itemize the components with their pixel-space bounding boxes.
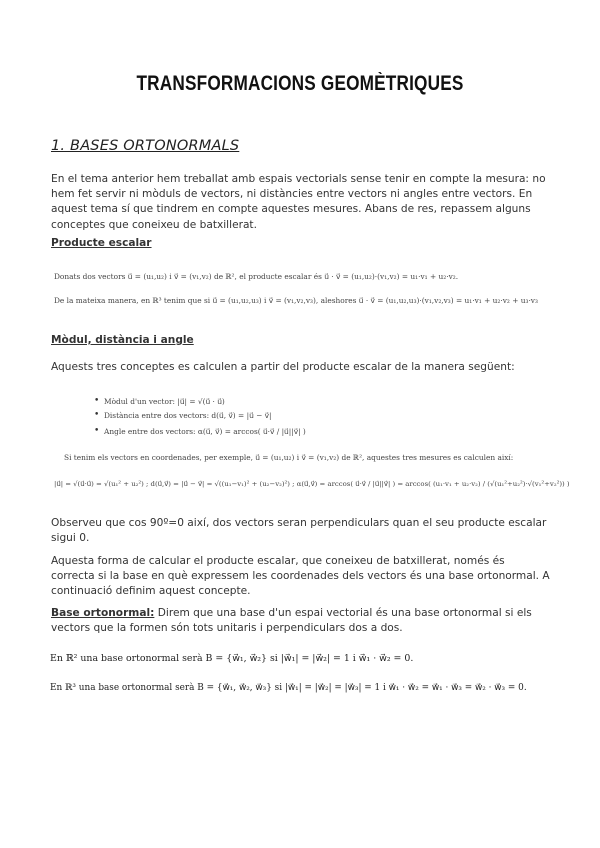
coords-formula: |u⃗| = √(u⃗·u⃗) = √(u₁² + u₂²) ; d(u⃗,v⃗) = |u⃗ − v⃗| = √((u₁−v₁)² + (u₂−v₂)²) ; α(u⃗,v⃗) = arccos( u⃗·v⃗ / |u⃗||v⃗| ) = arccos( (u₁·v₁ + u₂·v₂) / (√(u₁²+u₂²)·√(v₁²+v₂²)) ) (54, 480, 570, 488)
aquesta-paragraph: Aquesta forma de calcular el producte escalar, que coneixeu de batxillerat, només és correcta si la base en què expressem les coordenades dels vectors és una base ortonormal. A continuació definim aquest concepte. (51, 555, 550, 598)
section-heading: 1. BASES ORTONORMALS (51, 138, 240, 154)
intro-paragraph: En el tema anterior hem treballat amb espais vectorials sense tenir en compte la mesura: no hem fet servir ni mòduls de vectors, ni distàncies entre vectors ni angles entre vectors. En aquest tema sí que tindrem en compte aquestes mesures. Abans de res, repassem alguns conceptes que coneixeu de batxillerat. (51, 173, 546, 231)
base-ortonormal-definition (51, 606, 551, 636)
observeu-paragraph: Observeu que cos 90º=0 així, dos vectors seran perpendiculars quan el seu producte escalar sigui 0. (51, 517, 547, 545)
modul-intro: Aquests tres conceptes es calculen a partir del producte escalar de la manera següent: (51, 361, 515, 373)
base-ortonormal-text: Direm que una base d'un espai vectorial és una base ortonormal si els vectors que la formen són tots unitaris i perpendiculars dos a dos. (51, 607, 532, 635)
bullet-modul: • Mòdul d'un vector: |u⃗| = √(u⃗ · u⃗) (104, 397, 225, 406)
dot-product-r3-formula: De la mateixa manera, en ℝ³ tenim que si u⃗ = (u₁,u₂,u₃) i v⃗ = (v₁,v₂,v₃), aleshores u⃗ · v⃗ = (u₁,u₂,u₃)·(v₁,v₂,v₃) = u₁·v₁ + u₂·v₂ + u₃·v₃ (54, 296, 538, 305)
producte-escalar-heading: Producte escalar (51, 237, 152, 249)
base-r2-formula: En ℝ² una base ortonormal serà B = {w⃗₁, w⃗₂} si |w⃗₁| = |w⃗₂| = 1 i w⃗₁ · w⃗₂ = 0. (50, 653, 414, 664)
base-ortonormal-label: Base ortonormal: (51, 607, 155, 619)
bullet-angle: • Angle entre dos vectors: α(u⃗, v⃗) = arccos( u⃗·v⃗ / |u⃗||v⃗| ) (104, 427, 306, 436)
bullet-distancia: • Distància entre dos vectors: d(u⃗, v⃗) = |u⃗ − v⃗| (104, 411, 272, 420)
page-title: TRANSFORMACIONS GEOMÈTRIQUES (136, 72, 464, 95)
base-r3-formula: En ℝ³ una base ortonormal serà B = {w⃗₁, w⃗₂, w⃗₃} si |w⃗₁| = |w⃗₂| = |w⃗₃| = 1 i w⃗₁ · w⃗₂ = w⃗₁ · w⃗₃ = w⃗₂ · w⃗₃ = 0. (50, 683, 527, 693)
dot-product-r2-formula: Donats dos vectors u⃗ = (u₁,u₂) i v⃗ = (v₁,v₂) de ℝ², el producte escalar és u⃗ · v⃗ = (u₁,u₂)·(v₁,v₂) = u₁·v₁ + u₂·v₂. (54, 272, 459, 281)
modul-heading: Mòdul, distància i angle (51, 334, 194, 346)
coords-intro: Si tenim els vectors en coordenades, per exemple, u⃗ = (u₁,u₂) i v⃗ = (v₁,v₂) de ℝ², aquestes tres mesures es calculen així: (64, 453, 514, 462)
